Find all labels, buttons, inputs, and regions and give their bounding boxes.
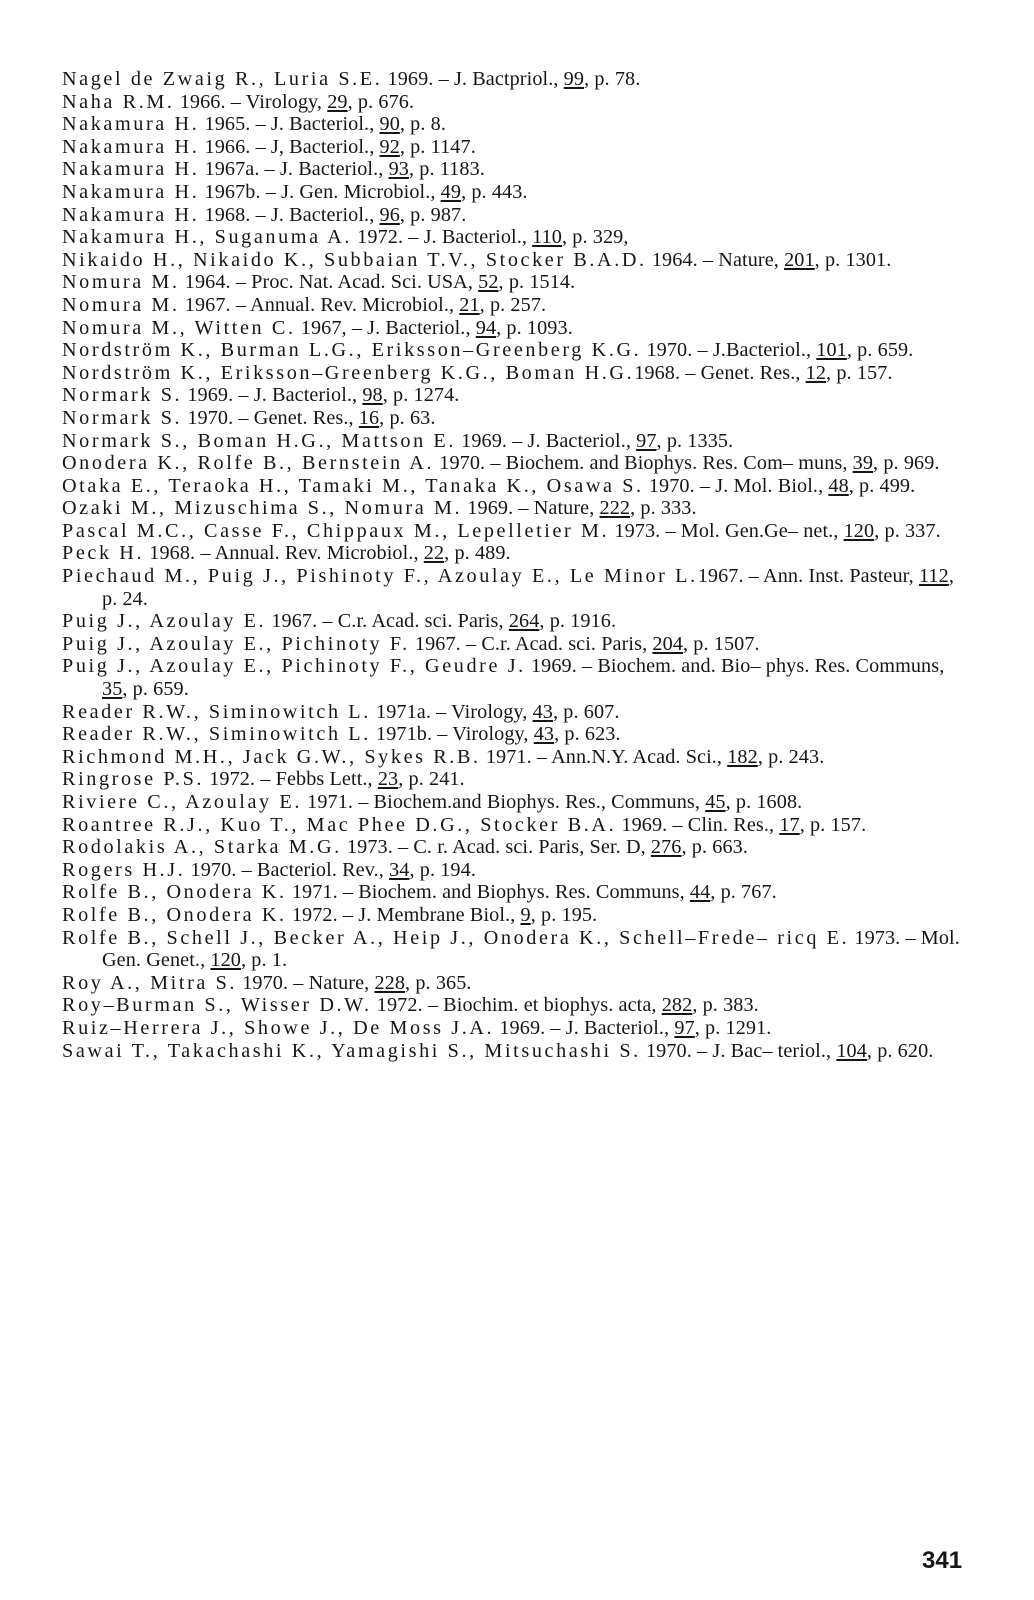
reference-citation: 1965. – J. Bacteriol., (199, 113, 380, 136)
reference-pages: , p. 1507. (683, 632, 760, 655)
reference-volume: 96 (379, 203, 400, 226)
reference-pages: , p. 333. (630, 497, 697, 520)
reference-entry (62, 565, 974, 610)
reference-entry (62, 204, 974, 227)
reference-citation: 1973. – C. r. Acad. sci. Paris, Ser. D, (341, 836, 651, 859)
reference-volume: 48 (828, 474, 849, 497)
reference-pages: , p. 607. (552, 700, 620, 723)
reference-pages: , p. 329, (562, 226, 629, 249)
reference-authors: Nakamura H. (62, 180, 200, 203)
reference-volume: 201 (784, 248, 815, 271)
reference-entry (62, 430, 974, 453)
reference-citation: 1971. – Biochem.and Biophys. Res., Communs, (301, 791, 706, 813)
reference-volume: 228 (374, 971, 406, 994)
reference-volume: 222 (599, 497, 631, 520)
reference-pages: , p. 659. (122, 678, 189, 701)
reference-entry (62, 91, 974, 114)
reference-pages: , p. 24. (102, 565, 954, 610)
reference-pages: , p. 1608. (725, 791, 803, 813)
reference-volume: 276 (650, 836, 682, 859)
reference-entry (62, 497, 974, 520)
reference-citation: 1970. – J. Bac– teriol., (640, 1039, 837, 1062)
reference-citation: 1970. – J. Mol. Biol., (643, 474, 829, 497)
reference-pages: , p. 194. (409, 858, 476, 881)
reference-entry (62, 904, 974, 927)
reference-citation: 1967, – J. Bacteriol., (295, 316, 476, 339)
reference-pages: , p. 8. (399, 113, 447, 136)
reference-entry (62, 881, 974, 904)
reference-entry (62, 836, 974, 859)
reference-volume: 92 (379, 135, 400, 158)
reference-authors: Nakamura H., Suganuma A. (62, 226, 353, 249)
reference-authors: Roantree R.J., Kuo T., Mac Phee D.G., Stocker B.A. (62, 813, 617, 836)
reference-volume: 97 (636, 429, 657, 452)
reference-volume: 43 (532, 700, 553, 723)
reference-pages: , p. 78. (584, 68, 641, 90)
reference-pages: , p. 489. (444, 542, 511, 565)
reference-entry (62, 384, 974, 407)
reference-entry (62, 542, 974, 565)
reference-volume: 16 (358, 406, 380, 429)
reference-volume: 23 (377, 768, 399, 791)
reference-authors: Nakamura H. (62, 113, 200, 136)
reference-citation: 1971b. – Virology, (370, 723, 534, 746)
reference-authors: Nomura M., Witten C. (62, 316, 296, 339)
reference-volume: 49 (440, 180, 462, 203)
reference-citation: 1967. – C.r. Acad. sci. Paris, (266, 610, 509, 633)
reference-authors: Rogers H.J. (62, 858, 186, 881)
reference-authors: Rolfe B., Onodera K. (62, 881, 287, 904)
reference-citation: 1972. – Biochim. et biophys. acta, (371, 994, 662, 1017)
reference-pages: , p. 499. (848, 474, 916, 497)
reference-volume: 120 (210, 949, 241, 972)
reference-volume: 110 (532, 226, 563, 249)
reference-volume: 98 (362, 384, 383, 407)
reference-pages: , p. 195. (530, 903, 598, 926)
reference-volume: 22 (423, 542, 445, 565)
reference-authors: Nakamura H. (62, 203, 200, 226)
reference-citation: 1964. – Nature, (646, 248, 785, 271)
reference-authors: Puig J., Azoulay E., Pichinoty F. (62, 632, 410, 655)
reference-citation: 1970. – Nature, (237, 971, 375, 994)
reference-volume: 21 (459, 293, 480, 316)
reference-authors: Nakamura H. (62, 135, 200, 158)
reference-authors: Rodolakis A., Starka M.G. (62, 836, 342, 859)
reference-entry (62, 768, 974, 791)
reference-pages: , p. 620. (866, 1039, 934, 1062)
reference-citation: 1972. – J. Bacteriol., (352, 226, 533, 249)
reference-authors: Nordström K., Eriksson–Greenberg K.G., Boman H.G. (62, 361, 635, 384)
reference-pages: , p. 1291. (694, 1016, 772, 1039)
reference-citation: 1967. – Annual. Rev. Microbiol., (179, 293, 460, 316)
page-number: 341 (922, 1547, 963, 1574)
reference-entry (62, 655, 974, 700)
reference-volume: 90 (379, 113, 400, 136)
reference-entry (62, 362, 974, 385)
reference-entry (62, 746, 974, 769)
reference-citation: 1969. – J. Bacteriol., (456, 429, 637, 452)
reference-pages: , p. 443. (461, 180, 528, 203)
reference-pages: , p. 243. (757, 745, 825, 768)
reference-pages: , p. 1183. (408, 158, 485, 181)
reference-authors: Normark S. (62, 406, 183, 429)
reference-pages: , p. 1514. (498, 271, 576, 294)
reference-citation: 1970. – J.Bacteriol., (641, 339, 817, 362)
reference-entry (62, 68, 974, 91)
reference-volume: 99 (563, 68, 585, 90)
reference-authors: Reader R.W., Siminowitch L. (62, 723, 371, 746)
reference-authors: Nomura M. (62, 293, 180, 316)
reference-entry (62, 1040, 974, 1063)
reference-authors: Otaka E., Teraoka H., Tamaki M., Tanaka K., Osawa S. (62, 474, 644, 497)
reference-citation: 1969. – Nature, (462, 497, 600, 520)
reference-entry (62, 158, 974, 181)
reference-entry (62, 520, 974, 543)
reference-list (0, 68, 1034, 1062)
reference-authors: Roy–Burman S., Wisser D.W. (62, 994, 372, 1017)
reference-entry (62, 136, 974, 159)
reference-volume: 112 (918, 565, 949, 588)
reference-pages: , p. 969. (873, 452, 940, 475)
reference-pages: , p. 767. (710, 881, 777, 904)
reference-authors: Reader R.W., Siminowitch L. (62, 700, 371, 723)
reference-entry (62, 113, 974, 136)
reference-authors: Nikaido H., Nikaido K., Subbaian T.V., Stocker B.A.D. (62, 248, 647, 271)
reference-authors: Nordström K., Burman L.G., Eriksson–Greenberg K.G. (62, 339, 642, 362)
reference-pages: , p. 623. (554, 723, 621, 746)
reference-authors: Onodera K., Rolfe B., Bernstein A. (62, 452, 435, 475)
reference-citation: 1969. – J. Bacteriol., (494, 1016, 675, 1039)
reference-citation: 1972. – J. Membrane Biol., (286, 903, 521, 926)
reference-entry (62, 927, 974, 972)
reference-entry (62, 701, 974, 724)
reference-volume: 104 (836, 1039, 867, 1062)
reference-pages: , p. 157. (826, 361, 893, 384)
reference-authors: Puig J., Azoulay E. (62, 610, 267, 633)
reference-citation: 1966. – J, Bacteriol., (199, 135, 380, 158)
reference-pages: , p. 1301. (814, 248, 892, 271)
reference-entry (62, 271, 974, 294)
reference-volume: 35 (102, 678, 123, 701)
reference-authors: Roy A., Mitra S. (62, 971, 238, 994)
reference-authors: Rolfe B., Schell J., Becker A., Heip J., Onodera K., Schell–Frede– ricq E. (62, 926, 850, 949)
reference-entry (62, 181, 974, 204)
reference-citation: 1967. – Ann. Inst. Pasteur, (697, 565, 919, 588)
reference-pages: , p. 1274. (382, 384, 460, 407)
reference-authors: Ruiz–Herrera J., Showe J., De Moss J.A. (62, 1016, 495, 1039)
reference-authors: Richmond M.H., Jack G.W., Sykes R.B. (62, 745, 481, 768)
reference-authors: Naha R.M. (62, 90, 175, 113)
reference-volume: 97 (674, 1016, 695, 1039)
reference-volume: 29 (327, 90, 348, 113)
reference-pages: , p. 241. (398, 768, 465, 791)
reference-citation: 1968. – Genet. Res., (634, 361, 806, 384)
reference-entry (62, 226, 974, 249)
reference-pages: , p. 1916. (539, 610, 617, 633)
reference-entry (62, 339, 974, 362)
reference-authors: Nakamura H. (62, 158, 200, 181)
reference-pages: , p. 676. (347, 90, 415, 113)
reference-volume: 44 (689, 881, 711, 904)
reference-authors: Pascal M.C., Casse F., Chippaux M., Lepelletier M. (62, 519, 610, 542)
reference-citation: 1973. – Mol. Gen.Ge– net., (609, 519, 844, 542)
reference-citation: 1966. – Virology, (174, 90, 328, 113)
reference-pages: , p. 659. (846, 339, 914, 362)
reference-volume: 9 (520, 903, 531, 926)
reference-pages: , p. 257. (479, 293, 547, 316)
reference-citation: 1972. – Febbs Lett., (204, 768, 378, 791)
reference-citation: 1967. – C.r. Acad. sci. Paris, (409, 632, 653, 655)
reference-entry (62, 317, 974, 340)
reference-pages: , p. 663. (681, 836, 749, 859)
reference-entry (62, 972, 974, 995)
reference-pages: , p. 1335. (656, 429, 734, 452)
reference-volume: 12 (805, 361, 827, 384)
reference-citation: 1969. – J. Bacteriol., (182, 384, 363, 407)
reference-authors: Nagel de Zwaig R., Luria S.E. (62, 68, 383, 90)
reference-pages: , p. 987. (399, 203, 467, 226)
reference-volume: 120 (843, 519, 875, 542)
reference-citation: 1973. – Mol. Gen. Genet., (102, 926, 960, 972)
reference-entry (62, 407, 974, 430)
reference-volume: 45 (705, 791, 726, 813)
reference-citation: 1967b. – J. Gen. Microbiol., (199, 180, 441, 203)
reference-entry (62, 633, 974, 656)
reference-pages: , p. 383. (692, 994, 759, 1017)
reference-authors: Rolfe B., Onodera K. (62, 903, 287, 926)
reference-entry (62, 475, 974, 498)
reference-volume: 93 (388, 158, 409, 181)
reference-citation: 1964. – Proc. Nat. Acad. Sci. USA, (179, 271, 479, 294)
reference-citation: 1969. – J. Bactpriol., (382, 68, 564, 90)
reference-volume: 43 (533, 723, 555, 746)
reference-volume: 282 (661, 994, 693, 1017)
reference-volume: 34 (389, 858, 410, 881)
reference-pages: , p. 337. (874, 519, 941, 542)
reference-entry (62, 610, 974, 633)
reference-volume: 182 (727, 745, 758, 768)
reference-authors: Nomura M. (62, 271, 180, 294)
reference-entry (62, 814, 974, 837)
reference-citation: 1970. – Biochem. and Biophys. Res. Com– muns, (434, 452, 853, 475)
reference-authors: Puig J., Azoulay E., Pichinoty F., Geudre J. (62, 655, 526, 678)
reference-volume: 204 (652, 632, 683, 655)
reference-volume: 39 (852, 452, 874, 475)
reference-authors: Normark S., Boman H.G., Mattson E. (62, 429, 456, 452)
reference-entry (62, 249, 974, 272)
reference-entry (62, 723, 974, 746)
reference-entry (62, 294, 974, 317)
reference-entry (62, 1017, 974, 1040)
reference-citation: 1970. – Bacteriol. Rev., (185, 858, 390, 881)
reference-entry (62, 791, 974, 814)
reference-pages: , p. 63. (379, 406, 436, 429)
reference-citation: 1971. – Ann.N.Y. Acad. Sci., (480, 745, 728, 768)
reference-entry (62, 994, 974, 1017)
reference-citation: 1968. – J. Bacteriol., (199, 203, 380, 226)
reference-citation: 1969. – Clin. Res., (616, 813, 780, 836)
reference-authors: Piechaud M., Puig J., Pishinoty F., Azoulay E., Le Minor L. (62, 565, 698, 588)
reference-citation: 1967a. – J. Bacteriol., (199, 158, 389, 181)
reference-entry (62, 859, 974, 882)
reference-citation: 1968. – Annual. Rev. Microbiol., (144, 542, 424, 565)
reference-volume: 17 (779, 813, 800, 836)
reference-citation: 1971a. – Virology, (370, 700, 533, 723)
reference-volume: 52 (478, 271, 499, 294)
reference-authors: Ringrose P.S. (62, 768, 205, 791)
reference-authors: Riviere C., Azoulay E. (62, 791, 302, 813)
reference-authors: Ozaki M., Mizuschima S., Nomura M. (62, 497, 463, 520)
reference-entry (62, 452, 974, 475)
reference-volume: 94 (475, 316, 497, 339)
reference-pages: , p. 1147. (399, 135, 476, 158)
reference-volume: 264 (508, 610, 540, 633)
reference-citation: 1969. – Biochem. and. Bio– phys. Res. Communs, (525, 655, 945, 678)
reference-pages: , p. 1. (240, 949, 288, 972)
reference-pages: , p. 365. (405, 971, 472, 994)
reference-pages: , p. 1093. (496, 316, 573, 339)
reference-citation: 1970. – Genet. Res., (182, 406, 359, 429)
reference-volume: 101 (816, 339, 847, 362)
reference-pages: , p. 157. (799, 813, 867, 836)
reference-authors: Sawai T., Takachashi K., Yamagishi S., Mitsuchashi S. (62, 1039, 641, 1062)
reference-authors: Normark S. (62, 384, 183, 407)
reference-authors: Peck H. (62, 542, 145, 565)
reference-citation: 1971. – Biochem. and Biophys. Res. Communs, (286, 881, 690, 904)
